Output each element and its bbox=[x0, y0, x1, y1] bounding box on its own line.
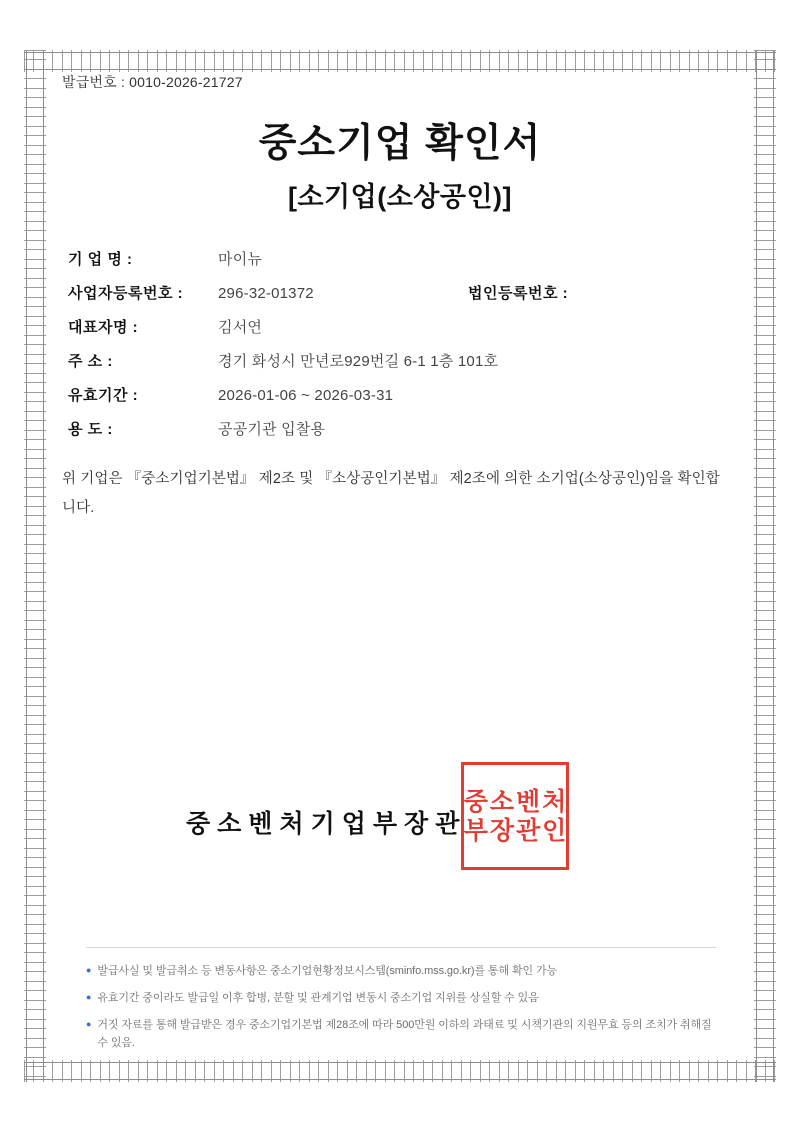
frame-band-bottom bbox=[24, 1060, 776, 1082]
field-label-company-name: 기 업 명 : bbox=[68, 250, 133, 268]
field-value-representative: 김서연 bbox=[218, 318, 263, 336]
seal-char: 인 bbox=[542, 816, 567, 845]
seal-char: 처 bbox=[542, 787, 567, 816]
issuing-authority: 중소벤처기업부장관 bbox=[186, 810, 467, 838]
field-row bbox=[68, 418, 728, 439]
frame-line-right-inner bbox=[756, 50, 757, 1082]
footnote-item bbox=[86, 962, 716, 980]
frame-line-top-inner bbox=[24, 69, 776, 70]
title-block bbox=[46, 122, 754, 214]
seal-char: 관 bbox=[516, 816, 541, 845]
official-seal-stamp bbox=[461, 762, 569, 870]
seal-char: 벤 bbox=[516, 787, 541, 816]
frame-line-left-outer bbox=[26, 50, 27, 1082]
seal-char: 부 bbox=[463, 816, 488, 845]
frame-line-left-inner bbox=[43, 50, 44, 1082]
field-row bbox=[68, 384, 728, 405]
field-value-purpose: 공공기관 입찰용 bbox=[218, 420, 326, 438]
footnote-text: 유효기간 중이라도 발급일 이후 합병, 분할 및 관계기업 변동시 중소기업 지위를 상실할 수 있음 bbox=[97, 992, 539, 1005]
field-row bbox=[68, 248, 728, 269]
page-subtitle: [소기업(소상공인)] bbox=[287, 181, 513, 212]
frame-band-top bbox=[24, 50, 776, 72]
confirmation-statement: 위 기업은 『중소기업기본법』 제2조 및 『소상공인기본법』 제2조에 의한 소기업(소상공인)임을 확인합니다. bbox=[62, 470, 720, 516]
field-row bbox=[68, 316, 728, 337]
footnote-text: 거짓 자료를 통해 발급받은 경우 중소기업기본법 제28조에 따라 500만원 이하의 과태료 및 시책기관의 지원무효 등의 조치가 취해질 수 있음. bbox=[97, 1019, 712, 1050]
field-label-corporation-number: 법인등록번호 : bbox=[468, 284, 569, 302]
field-label-representative: 대표자명 : bbox=[68, 318, 139, 336]
certificate-content bbox=[46, 72, 754, 1062]
frame-line-right-outer bbox=[773, 50, 774, 1082]
field-row bbox=[68, 350, 728, 371]
bullet-icon: ● bbox=[86, 992, 92, 1003]
frame-band-left bbox=[24, 50, 46, 1082]
frame-line-bottom-inner bbox=[24, 1062, 776, 1063]
field-label-business-number: 사업자등록번호 : bbox=[68, 284, 184, 302]
footnote-item bbox=[86, 989, 716, 1007]
frame-band-right bbox=[754, 50, 776, 1082]
bullet-icon: ● bbox=[86, 1019, 92, 1030]
field-label-address: 주 소 : bbox=[68, 352, 113, 370]
seal-char: 장 bbox=[489, 816, 514, 845]
field-row bbox=[68, 282, 728, 303]
field-value-business-number: 296-32-01372 bbox=[218, 284, 314, 302]
field-list bbox=[68, 248, 728, 439]
field-label-validity-period: 유효기간 : bbox=[68, 386, 139, 404]
field-value-company-name: 마이뉴 bbox=[218, 250, 263, 268]
field-value-validity-period: 2026-01-06 ~ 2026-03-31 bbox=[218, 386, 394, 404]
footnote-item bbox=[86, 1016, 716, 1052]
page-title: 중소기업 확인서 bbox=[258, 122, 542, 165]
field-label-purpose: 용 도 : bbox=[68, 420, 113, 438]
field-value-address: 경기 화성시 만년로929번길 6-1 1층 101호 bbox=[218, 352, 499, 370]
seal-line-bottom bbox=[464, 816, 566, 845]
footnotes bbox=[86, 947, 716, 1062]
frame-line-top-outer bbox=[24, 52, 776, 53]
seal-char: 중 bbox=[463, 787, 488, 816]
signature-area bbox=[46, 762, 754, 902]
issue-number: 발급번호 : 0010-2026-21727 bbox=[62, 74, 243, 90]
footnote-text: 발급사실 및 발급취소 등 변동사항은 중소기업현황정보시스템(sminfo.mss.go.kr)를 통해 확인 가능 bbox=[97, 965, 558, 977]
seal-char: 소 bbox=[489, 787, 514, 816]
frame-line-bottom-outer bbox=[24, 1079, 776, 1080]
seal-line-top bbox=[464, 787, 566, 816]
bullet-icon: ● bbox=[86, 965, 92, 975]
